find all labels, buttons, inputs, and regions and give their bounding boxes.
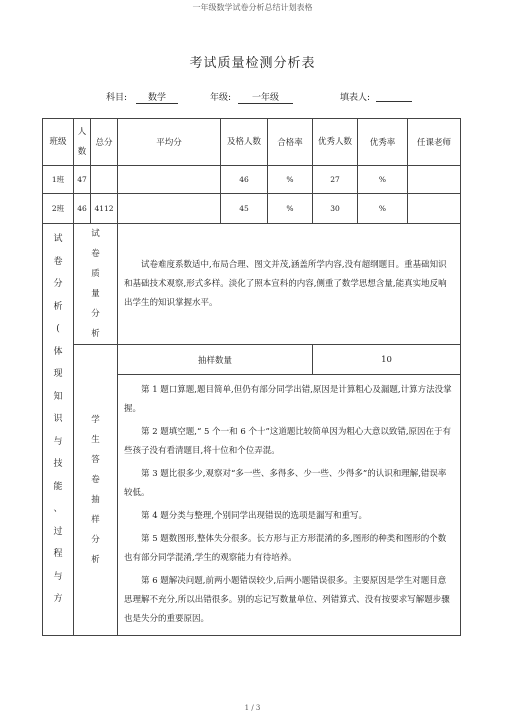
question-analysis-2: 第 2 题填空题,“ 5 个一和 6 个十”这道题比较简单因为粗心大意以致错,原因在于有些孩子没有看清题目,将十位和个位弄混。 bbox=[124, 427, 452, 456]
cell-people: 46 bbox=[74, 194, 91, 224]
cell-total: 4112 bbox=[91, 194, 118, 224]
cell-average bbox=[118, 166, 221, 194]
grade-value: 一年级 bbox=[238, 90, 293, 104]
analysis-vertical-label bbox=[43, 224, 74, 636]
sample-count-label: 抽样数量 bbox=[118, 345, 313, 375]
cell-excellent-count: 30 bbox=[313, 194, 358, 224]
subject-value: 数学 bbox=[136, 90, 178, 104]
header-excellent-rate: 优秀率 bbox=[358, 119, 408, 166]
cell-pass-count: 46 bbox=[221, 166, 268, 194]
sample-count-row bbox=[43, 345, 461, 375]
cell-total bbox=[91, 166, 118, 194]
page-number: 1 / 3 bbox=[244, 704, 261, 712]
header-people: 人数 bbox=[74, 119, 91, 166]
page-title: 考试质量检测分析表 bbox=[189, 56, 316, 71]
grade-label: 年级: bbox=[210, 93, 232, 103]
cell-teacher bbox=[408, 194, 461, 224]
header-average: 平均分 bbox=[118, 119, 221, 166]
header-excellent-count: 优秀人数 bbox=[313, 119, 358, 166]
cell-pass-rate: % bbox=[268, 194, 313, 224]
header-total: 总分 bbox=[91, 119, 118, 166]
header-pass-rate: 合格率 bbox=[268, 119, 313, 166]
sample-detail-text bbox=[118, 375, 461, 636]
cell-excellent-rate: % bbox=[358, 194, 408, 224]
table-row bbox=[43, 194, 461, 224]
analysis-vertical-text: 试 卷 分 析 ( 体 现 知 识 与 技 能 、 过 程 与 方 bbox=[53, 234, 63, 604]
header-class: 班级 bbox=[43, 119, 74, 166]
sample-analysis-label: 学生答卷抽样分析 bbox=[74, 345, 118, 636]
header-pass-count: 及格人数 bbox=[221, 119, 268, 166]
cell-people: 47 bbox=[74, 166, 91, 194]
subject-label: 科目: bbox=[106, 93, 128, 103]
cell-excellent-rate: % bbox=[358, 166, 408, 194]
question-analysis-4: 第 4 题分类与整理,个别同学出现错误的选项是漏写和重写。 bbox=[141, 511, 368, 521]
cell-pass-count: 45 bbox=[221, 194, 268, 224]
paper-quality-paragraph: 试卷难度系数适中,布局合理、图文并茂,涵盖所学内容,没有超纲题目。重基础知识和基础技术观察,形式多样。淡化了照本宣科的内容,侧重了数学思想含量,能真实地反响出学生的知识掌握水平。 bbox=[124, 259, 447, 308]
question-analysis-6: 第 6 题解决问题,前两小题错误较少,后两小题错误很多。主要原因是学生对题目意思理解不充分,所以出错很多。别的忘记写数量单位、列错算式、没有按要求写解题步骤也是失分的重要原因。 bbox=[124, 576, 450, 624]
cell-teacher bbox=[408, 166, 461, 194]
question-analysis-5: 第 5 题数图形,整体失分很多。长方形与正方形混淆的多,图形的种类和图形的个数也有部分同学混淆,学生的观察能力有待培养。 bbox=[124, 534, 447, 563]
paper-quality-label: 试卷质量分析 bbox=[74, 224, 118, 345]
analysis-table bbox=[42, 118, 461, 636]
filler-label: 填表人: bbox=[340, 93, 371, 103]
paper-quality-text bbox=[118, 224, 461, 345]
filler-value bbox=[376, 90, 412, 102]
paper-quality-row bbox=[43, 224, 461, 345]
cell-average bbox=[118, 194, 221, 224]
cell-pass-rate: % bbox=[268, 166, 313, 194]
header-teacher: 任课老师 bbox=[408, 119, 461, 166]
header-row bbox=[43, 119, 461, 166]
sample-count-value: 10 bbox=[313, 345, 461, 375]
question-analysis-3: 第 3 题比很多少,观察对“多一些、多得多、少一些、少得多”的认识和理解,错误率较低。 bbox=[124, 469, 447, 498]
question-analysis-1: 第 1 题口算题,题目简单,但仍有部分同学出错,原因是计算粗心及漏题,计算方法没掌握。 bbox=[124, 385, 452, 414]
table-row bbox=[43, 166, 461, 194]
cell-excellent-count: 27 bbox=[313, 166, 358, 194]
cell-class: 1班 bbox=[43, 166, 74, 194]
cell-class: 2班 bbox=[43, 194, 74, 224]
page-header: 一年级数学试卷分析总结计划表格 bbox=[192, 3, 313, 12]
